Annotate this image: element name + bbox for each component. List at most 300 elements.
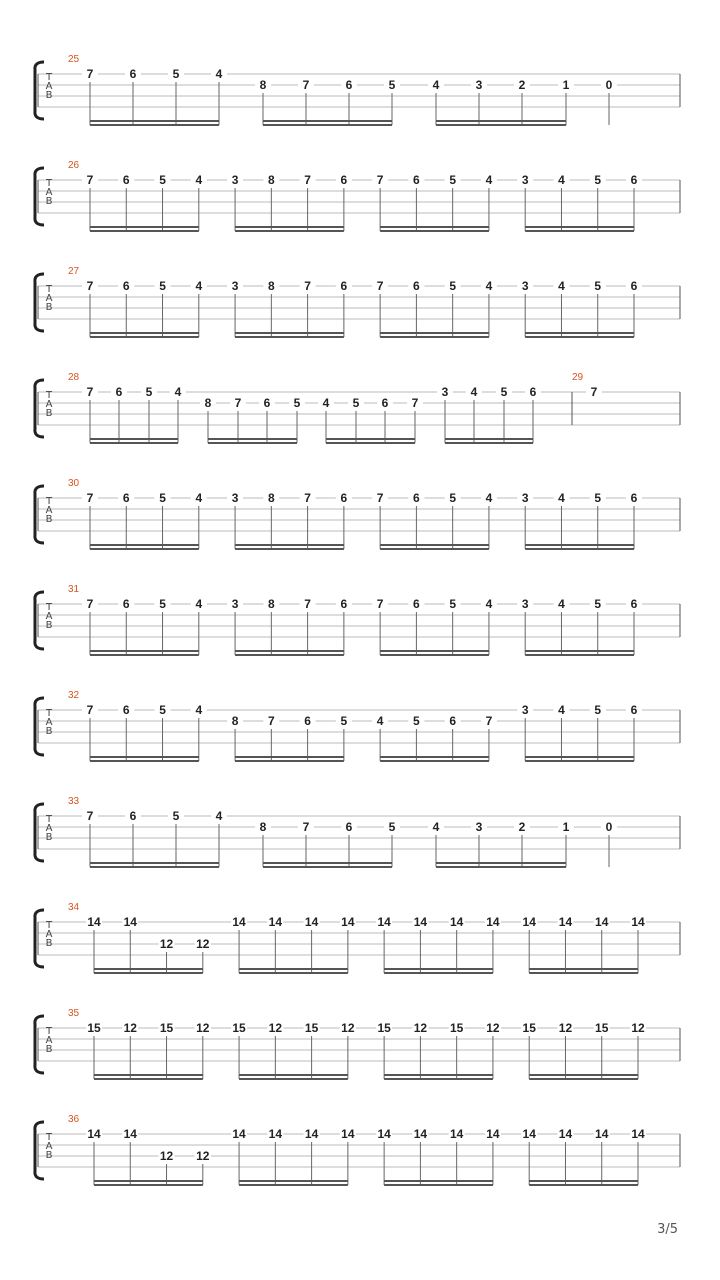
- fret-number: 4: [322, 396, 330, 410]
- fret-number: 5: [172, 67, 180, 81]
- fret-number: 8: [267, 597, 275, 611]
- fret-number: 5: [500, 385, 508, 399]
- fret-number: 7: [376, 173, 384, 187]
- fret-number: 3: [521, 173, 529, 187]
- fret-number: 15: [232, 1021, 246, 1035]
- beam: [235, 336, 344, 338]
- beam: [380, 654, 489, 656]
- fret-number: 14: [377, 915, 391, 929]
- beam: [436, 124, 566, 126]
- fret-number: 6: [304, 714, 311, 728]
- beam: [263, 862, 392, 864]
- fret-number: 6: [122, 703, 130, 717]
- fret-number: 6: [129, 67, 137, 81]
- measure-number: 29: [572, 372, 584, 383]
- beam: [239, 1078, 348, 1080]
- fret-number: 6: [630, 279, 638, 293]
- fret-number: 8: [267, 279, 275, 293]
- fret-number: 14: [522, 915, 536, 929]
- fret-number: 6: [340, 597, 348, 611]
- tab-clef-letter: A: [45, 293, 53, 304]
- tab-clef-letter: B: [45, 1150, 53, 1161]
- fret-number: 0: [605, 820, 613, 834]
- fret-number: 14: [87, 1127, 101, 1141]
- fret-number: 4: [485, 597, 493, 611]
- system-brace: [35, 1016, 44, 1073]
- beam: [380, 756, 489, 758]
- tab-clef-letter: A: [45, 717, 53, 728]
- fret-number: 7: [376, 491, 384, 505]
- beam: [326, 442, 415, 444]
- fret-number: 6: [340, 279, 348, 293]
- fret-number: 3: [521, 597, 529, 611]
- fret-number: 14: [377, 1127, 391, 1141]
- fret-number: 7: [267, 714, 275, 728]
- fret-number: 15: [449, 1021, 464, 1035]
- fret-number: 1: [562, 820, 570, 834]
- system-brace: [35, 698, 44, 755]
- fret-number: 7: [86, 279, 94, 293]
- beam: [208, 438, 297, 440]
- fret-number: 7: [304, 279, 311, 293]
- beam: [235, 548, 344, 550]
- fret-number: 7: [86, 173, 94, 187]
- beam: [235, 756, 344, 758]
- fret-number: 6: [630, 173, 638, 187]
- fret-number: 14: [304, 915, 319, 929]
- beam: [445, 438, 533, 440]
- fret-number: 14: [595, 1127, 609, 1141]
- measure-number: 26: [68, 160, 80, 171]
- tab-clef-letter: A: [45, 929, 53, 940]
- fret-number: 15: [159, 1021, 174, 1035]
- beam: [90, 442, 178, 444]
- system-brace: [35, 380, 44, 437]
- fret-number: 7: [376, 597, 384, 611]
- fret-number: 15: [304, 1021, 319, 1035]
- fret-number: 3: [441, 385, 449, 399]
- tab-clef-letter: T: [45, 284, 53, 295]
- tab-clef-letter: T: [45, 814, 53, 825]
- system-brace: [35, 274, 44, 331]
- fret-number: 0: [605, 78, 613, 92]
- fret-number: 14: [522, 1127, 536, 1141]
- fret-number: 4: [376, 714, 384, 728]
- fret-number: 3: [521, 279, 529, 293]
- fret-number: 14: [486, 915, 500, 929]
- tab-clef-letter: A: [45, 1035, 53, 1046]
- fret-number: 4: [215, 809, 223, 823]
- beam: [445, 442, 533, 444]
- tab-clef-letter: A: [45, 505, 53, 516]
- tab-clef-letter: B: [45, 726, 53, 737]
- fret-number: 4: [432, 78, 440, 92]
- fret-number: 4: [558, 173, 565, 187]
- fret-number: 6: [630, 703, 638, 717]
- beam: [239, 972, 348, 974]
- fret-number: 14: [413, 1127, 428, 1141]
- fret-number: 14: [558, 1127, 573, 1141]
- fret-number: 12: [486, 1021, 500, 1035]
- fret-number: 14: [341, 915, 355, 929]
- fret-number: 5: [449, 279, 457, 293]
- fret-number: 4: [558, 597, 565, 611]
- fret-number: 6: [413, 597, 420, 611]
- fret-number: 4: [195, 279, 203, 293]
- fret-number: 8: [267, 491, 275, 505]
- fret-number: 6: [340, 491, 348, 505]
- beam: [90, 226, 199, 228]
- fret-number: 4: [470, 385, 478, 399]
- beam: [529, 1180, 638, 1182]
- fret-number: 4: [195, 703, 203, 717]
- beam: [525, 230, 634, 232]
- beam: [90, 544, 199, 546]
- beam: [525, 332, 634, 334]
- fret-number: 5: [388, 820, 396, 834]
- fret-number: 7: [86, 703, 94, 717]
- beam: [90, 336, 199, 338]
- beam: [90, 548, 199, 550]
- fret-number: 14: [341, 1127, 355, 1141]
- fret-number: 14: [232, 1127, 246, 1141]
- fret-number: 14: [486, 1127, 500, 1141]
- fret-number: 5: [159, 703, 166, 717]
- fret-number: 12: [196, 1021, 210, 1035]
- system-brace: [35, 592, 44, 649]
- fret-number: 5: [172, 809, 180, 823]
- tab-clef-letter: A: [45, 187, 53, 198]
- beam: [326, 438, 415, 440]
- beam: [380, 650, 489, 652]
- fret-number: 5: [594, 597, 602, 611]
- fret-number: 5: [159, 173, 166, 187]
- beam: [94, 972, 203, 974]
- beam: [90, 866, 219, 868]
- fret-number: 8: [259, 78, 267, 92]
- fret-number: 7: [234, 396, 242, 410]
- beam: [235, 654, 344, 656]
- beam: [235, 760, 344, 762]
- tab-clef-letter: T: [45, 496, 53, 507]
- fret-number: 3: [475, 78, 483, 92]
- fret-number: 6: [345, 820, 353, 834]
- beam: [94, 1078, 203, 1080]
- fret-number: 4: [215, 67, 223, 81]
- fret-number: 4: [558, 491, 565, 505]
- fret-number: 6: [413, 173, 420, 187]
- fret-number: 4: [485, 491, 493, 505]
- measure-number: 27: [68, 266, 80, 277]
- fret-number: 8: [267, 173, 275, 187]
- fret-number: 6: [345, 78, 353, 92]
- fret-number: 7: [86, 67, 94, 81]
- tab-clef-letter: T: [45, 390, 53, 401]
- fret-number: 6: [115, 385, 123, 399]
- fret-number: 12: [631, 1021, 645, 1035]
- fret-number: 6: [263, 396, 271, 410]
- fret-number: 5: [145, 385, 153, 399]
- beam: [525, 226, 634, 228]
- measure-number: 34: [68, 902, 80, 913]
- beam: [529, 972, 638, 974]
- fret-number: 4: [485, 279, 493, 293]
- beam: [525, 756, 634, 758]
- beam: [90, 438, 178, 440]
- fret-number: 7: [485, 714, 493, 728]
- fret-number: 4: [558, 279, 565, 293]
- fret-number: 15: [522, 1021, 536, 1035]
- fret-number: 14: [123, 915, 137, 929]
- beam: [90, 650, 199, 652]
- beam: [90, 756, 199, 758]
- beam: [380, 548, 489, 550]
- fret-number: 3: [521, 491, 529, 505]
- beam: [384, 1180, 493, 1182]
- beam: [235, 332, 344, 334]
- beam: [90, 654, 199, 656]
- fret-number: 3: [231, 173, 239, 187]
- beam: [90, 230, 199, 232]
- fret-number: 5: [388, 78, 396, 92]
- beam: [94, 1184, 203, 1186]
- beam: [263, 866, 392, 868]
- beam: [525, 760, 634, 762]
- beam: [90, 332, 199, 334]
- fret-number: 5: [413, 714, 420, 728]
- beam: [529, 1078, 638, 1080]
- fret-number: 4: [195, 173, 203, 187]
- tab-clef-letter: B: [45, 90, 53, 101]
- fret-number: 5: [352, 396, 360, 410]
- fret-number: 5: [340, 714, 348, 728]
- system-brace: [35, 486, 44, 543]
- beam: [384, 1074, 493, 1076]
- tab-clef-letter: B: [45, 832, 53, 843]
- fret-number: 5: [594, 279, 602, 293]
- fret-number: 12: [196, 1149, 210, 1163]
- fret-number: 5: [594, 173, 602, 187]
- fret-number: 14: [558, 915, 573, 929]
- tab-clef-letter: B: [45, 938, 53, 949]
- fret-number: 7: [86, 597, 94, 611]
- fret-number: 14: [232, 915, 246, 929]
- fret-number: 4: [558, 703, 565, 717]
- fret-number: 5: [159, 279, 166, 293]
- tab-clef-letter: B: [45, 620, 53, 631]
- fret-number: 5: [449, 491, 457, 505]
- tab-clef-letter: A: [45, 81, 53, 92]
- measure-number: 28: [68, 372, 80, 383]
- fret-number: 4: [432, 820, 440, 834]
- beam: [525, 650, 634, 652]
- tab-clef-letter: B: [45, 408, 53, 419]
- fret-number: 15: [377, 1021, 391, 1035]
- fret-number: 1: [562, 78, 570, 92]
- fret-number: 6: [122, 491, 130, 505]
- beam: [380, 544, 489, 546]
- fret-number: 6: [122, 173, 130, 187]
- page-number: 3/5: [657, 1222, 678, 1237]
- fret-number: 7: [302, 820, 310, 834]
- fret-number: 12: [341, 1021, 355, 1035]
- beam: [263, 124, 392, 126]
- fret-number: 6: [413, 279, 420, 293]
- tab-clef-letter: T: [45, 178, 53, 189]
- fret-number: 2: [518, 78, 526, 92]
- fret-number: 5: [159, 491, 166, 505]
- beam: [239, 968, 348, 970]
- beam: [384, 1184, 493, 1186]
- fret-number: 7: [411, 396, 419, 410]
- fret-number: 15: [87, 1021, 101, 1035]
- fret-number: 14: [413, 915, 428, 929]
- fret-number: 4: [195, 597, 203, 611]
- fret-number: 12: [558, 1021, 573, 1035]
- fret-number: 14: [449, 1127, 464, 1141]
- beam: [380, 226, 489, 228]
- beam: [90, 124, 219, 126]
- tab-clef-letter: T: [45, 708, 53, 719]
- beam: [239, 1184, 348, 1186]
- fret-number: 6: [630, 491, 638, 505]
- system-brace: [35, 62, 44, 119]
- fret-number: 4: [174, 385, 182, 399]
- beam: [529, 1184, 638, 1186]
- fret-number: 5: [594, 491, 602, 505]
- beam: [525, 654, 634, 656]
- beam: [90, 862, 219, 864]
- fret-number: 7: [304, 491, 311, 505]
- beam: [263, 120, 392, 122]
- fret-number: 3: [231, 597, 239, 611]
- beam: [239, 1180, 348, 1182]
- fret-number: 6: [449, 714, 457, 728]
- tab-clef-letter: A: [45, 611, 53, 622]
- fret-number: 8: [259, 820, 267, 834]
- beam: [208, 442, 297, 444]
- fret-number: 6: [340, 173, 348, 187]
- fret-number: 14: [304, 1127, 319, 1141]
- fret-number: 14: [595, 915, 609, 929]
- tab-clef-letter: T: [45, 1026, 53, 1037]
- beam: [90, 760, 199, 762]
- beam: [94, 1180, 203, 1182]
- fret-number: 6: [381, 396, 389, 410]
- beam: [384, 972, 493, 974]
- fret-number: 8: [231, 714, 239, 728]
- fret-number: 12: [123, 1021, 137, 1035]
- beam: [235, 226, 344, 228]
- tab-clef-letter: B: [45, 1044, 53, 1055]
- measure-number: 32: [68, 690, 80, 701]
- beam: [380, 230, 489, 232]
- tab-clef-letter: B: [45, 514, 53, 525]
- tab-clef-letter: A: [45, 1141, 53, 1152]
- fret-number: 7: [86, 809, 94, 823]
- beam: [436, 120, 566, 122]
- fret-number: 6: [630, 597, 638, 611]
- tab-clef-letter: B: [45, 302, 53, 313]
- beam: [529, 1074, 638, 1076]
- fret-number: 7: [376, 279, 384, 293]
- beam: [436, 866, 566, 868]
- fret-number: 5: [293, 396, 301, 410]
- tab-clef-letter: T: [45, 602, 53, 613]
- fret-number: 7: [86, 491, 94, 505]
- measure-number: 33: [68, 796, 80, 807]
- fret-number: 7: [590, 385, 598, 399]
- fret-number: 4: [195, 491, 203, 505]
- beam: [529, 968, 638, 970]
- beam: [239, 1074, 348, 1076]
- fret-number: 6: [529, 385, 537, 399]
- fret-number: 3: [231, 279, 239, 293]
- system-brace: [35, 910, 44, 967]
- fret-number: 7: [86, 385, 94, 399]
- beam: [90, 120, 219, 122]
- fret-number: 2: [518, 820, 526, 834]
- fret-number: 4: [485, 173, 493, 187]
- beam: [235, 544, 344, 546]
- measure-number: 25: [68, 54, 80, 65]
- beam: [384, 1078, 493, 1080]
- beam: [235, 230, 344, 232]
- fret-number: 8: [204, 396, 212, 410]
- fret-number: 6: [413, 491, 420, 505]
- tab-clef-letter: B: [45, 196, 53, 207]
- fret-number: 3: [231, 491, 239, 505]
- fret-number: 6: [122, 279, 130, 293]
- beam: [380, 332, 489, 334]
- tab-clef-letter: A: [45, 399, 53, 410]
- beam: [384, 968, 493, 970]
- measure-number: 36: [68, 1114, 80, 1125]
- measure-number: 35: [68, 1008, 80, 1019]
- fret-number: 15: [595, 1021, 609, 1035]
- system-brace: [35, 1122, 44, 1179]
- fret-number: 5: [594, 703, 602, 717]
- measure-number: 31: [68, 584, 80, 595]
- beam: [380, 336, 489, 338]
- system-brace: [35, 804, 44, 861]
- fret-number: 5: [159, 597, 166, 611]
- fret-number: 14: [268, 1127, 283, 1141]
- tab-clef-letter: A: [45, 823, 53, 834]
- fret-number: 12: [268, 1021, 283, 1035]
- tab-clef-letter: T: [45, 1132, 53, 1143]
- beam: [525, 548, 634, 550]
- fret-number: 3: [475, 820, 483, 834]
- system-brace: [35, 168, 44, 225]
- fret-number: 12: [413, 1021, 428, 1035]
- fret-number: 5: [449, 173, 457, 187]
- beam: [94, 968, 203, 970]
- beam: [525, 544, 634, 546]
- fret-number: 14: [449, 915, 464, 929]
- beam: [94, 1074, 203, 1076]
- fret-number: 12: [159, 937, 174, 951]
- tab-clef-letter: T: [45, 72, 53, 83]
- measure-number: 30: [68, 478, 80, 489]
- fret-number: 14: [631, 1127, 645, 1141]
- beam: [380, 760, 489, 762]
- beam: [235, 650, 344, 652]
- fret-number: 12: [196, 937, 210, 951]
- fret-number: 14: [87, 915, 101, 929]
- fret-number: 3: [521, 703, 529, 717]
- fret-number: 5: [449, 597, 457, 611]
